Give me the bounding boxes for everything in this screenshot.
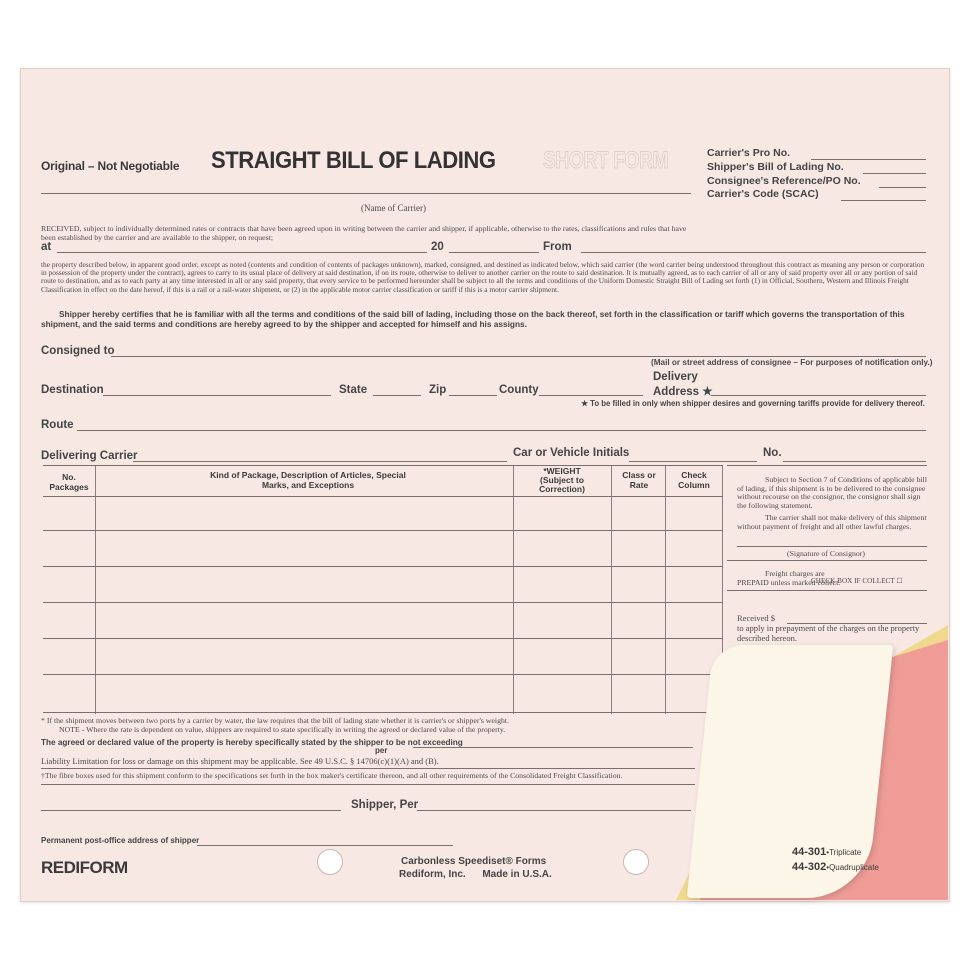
mail-address-note: (Mail or street address of consignee – For purposes of notification only.) [651, 358, 933, 367]
received-amount-label: Received $ [737, 613, 775, 623]
delivering-carrier-line[interactable] [133, 461, 507, 462]
consignor-signature-line[interactable] [737, 546, 927, 547]
received-from-label: From [543, 241, 572, 253]
shipper-per-label: Shipper, Per [351, 799, 419, 811]
name-of-carrier-caption: (Name of Carrier) [361, 203, 426, 213]
destination-label: Destination [41, 384, 104, 396]
carbonless-text: Carbonless Speediset® Forms [401, 856, 547, 867]
agreed-value-text: The agreed or declared value of the property is hereby specifically stated by the shipper to be not exceeding [41, 738, 463, 747]
consigned-to-label: Consigned to [41, 345, 115, 357]
route-label: Route [41, 419, 74, 431]
punch-hole-left [317, 849, 343, 875]
state-line[interactable] [373, 395, 421, 396]
carrier-code-label: Carrier's Code (SCAC) [707, 188, 819, 200]
consignee-ref-line[interactable] [879, 187, 926, 188]
check-box-collect[interactable]: CHECK BOX IF COLLECT ☐ [811, 577, 903, 585]
table-row[interactable] [43, 712, 723, 713]
shipper-bol-no-label: Shipper's Bill of Lading No. [707, 161, 844, 173]
permanent-address-label: Permanent post-office address of shipper [41, 836, 200, 845]
header-class-rate: Class or Rate [622, 470, 656, 490]
header-weight: *WEIGHT (Subject to Correction) [539, 466, 585, 494]
shipper-line[interactable] [41, 810, 341, 811]
table-row[interactable] [43, 674, 723, 675]
agreed-value-line[interactable] [413, 747, 693, 748]
carrier-name-line[interactable] [41, 193, 691, 194]
per-label: per [375, 746, 388, 755]
delivery-label: Delivery [653, 371, 698, 383]
delivery-address-line[interactable] [711, 395, 926, 396]
table-row[interactable] [43, 602, 723, 603]
zip-label: Zip [429, 384, 447, 396]
car-initials-label: Car or Vehicle Initials [513, 447, 630, 459]
permanent-address-line[interactable] [197, 845, 453, 846]
form-code-quadruplicate: 44-302•Quadruplicate [792, 861, 879, 873]
section7-text: Subject to Section 7 of Conditions of applicable bill of lading, if this shipment is to be delivered to the consignee without recourse on the consignor, the consignor shall sign the following statement. [737, 475, 927, 510]
short-form-ghost: SHORT FORM [543, 147, 669, 174]
county-line[interactable] [539, 395, 643, 396]
rediform-logo: REDIFORM [41, 858, 128, 877]
certification-paragraph: Shipper hereby certifies that he is familiar with all the terms and conditions of the said bill of lading, including those on the back thereof, set forth in the classification or tariff which governs the transportation of this shipment, and the said terms and conditions are hereby agreed to by the shipper and accepted for himself and his assigns. [41, 309, 905, 329]
received-year-label: 20 [431, 241, 444, 253]
shipper-per-line[interactable] [417, 810, 691, 811]
water-note: * If the shipment moves between two ports by a carrier by water, the law requires that the bill of lading state whether it is carrier's or shipper's weight. [41, 716, 510, 725]
table-row[interactable] [43, 638, 723, 639]
county-label: County [499, 384, 539, 396]
header-description: Kind of Package, Description of Articles, Special Marks, and Exceptions [210, 470, 406, 490]
received-text: RECEIVED, subject to individually determined rates or contracts that have been agreed upon in writing between the carrier and shipper, if applicable, otherwise to the rates, classifications and rules that have been established by the carrier and are available to the shipper, on request; [41, 224, 687, 242]
table-row[interactable] [43, 566, 723, 567]
prepayment-text: to apply in prepayment of the charges on the property described hereon. [737, 623, 920, 643]
destination-line[interactable] [103, 395, 331, 396]
consignee-ref-label: Consignee's Reference/PO No. [707, 175, 861, 187]
route-line[interactable] [77, 430, 926, 431]
received-at-line[interactable] [57, 252, 427, 253]
table-row[interactable] [43, 530, 723, 531]
fibre-boxes-text: †The fibre boxes used for this shipment conform to the specifications set forth in the box maker's certificate thereon, and all other requirements of the Consolidated Freight Classification. [41, 772, 623, 780]
state-label: State [339, 384, 368, 396]
delivering-carrier-label: Delivering Carrier [41, 450, 138, 462]
punch-hole-right [623, 849, 649, 875]
original-label: Original – Not Negotiable [41, 159, 180, 173]
signature-caption: (Signature of Consignor) [787, 549, 865, 558]
items-table [43, 465, 723, 714]
carrier-code-line[interactable] [841, 200, 926, 201]
consigned-to-line[interactable] [111, 356, 926, 357]
form-code-triplicate: 44-301•Triplicate [792, 846, 862, 858]
header-no-packages: No. Packages [49, 472, 89, 492]
value-note: NOTE - Where the rate is dependent on value, shippers are required to state specifically in writing the agreed or declared value of the property. [59, 725, 506, 734]
liability-text: Liability Limitation for loss or damage on this shipment may be applicable. See 49 U.S.C. § 14706(c)(1)(A) and (B). [41, 756, 439, 766]
rediform-inc-text: Rediform, Inc. Made in U.S.A. [399, 869, 552, 880]
received-at-label: at [41, 241, 52, 253]
received-year-line[interactable] [449, 252, 539, 253]
car-initials-line[interactable] [629, 461, 757, 462]
zip-line[interactable] [449, 395, 497, 396]
form-title: STRAIGHT BILL OF LADING [211, 147, 496, 174]
vehicle-no-line[interactable] [783, 461, 926, 462]
shipper-bol-no-line[interactable] [863, 173, 926, 174]
vehicle-no-label: No. [763, 447, 782, 459]
prepaid-text: Freight charges are PREPAID unless marked collect. [737, 569, 841, 587]
address-label: Address ★ [653, 386, 713, 398]
terms-paragraph: the property described below, in apparent good order, except as noted (contents and condition of contents of packages unknown), marked, consigned, and destined as indicated below, which said carrier (the word carrier being understood throughout this contract as meaning any person or corporation in possession of the property under the contract), agrees to carry to its usual place of delivery at said destination, if on its route, otherwise to deliver to another carrier on the route to said destination. It is mutually agreed, as to each carrier of all or any of said property over all or any portion of said route to destination, and as to each party at any time interested in all or any said property, that every service to be performed hereunder shall be subject to all the terms and conditions of the Uniform Domestic Straight Bill of Lading set forth (1) in Official, Southern, Western and Illinois Freight Classification in effect on the date hereof, if this is a rail or a rail-water shipment, or (2) in the applicable motor carrier classification or tariff if this is a motor carrier shipment. [41, 260, 925, 294]
carrier-pro-no-line[interactable] [811, 159, 926, 160]
carrier-pro-no-label: Carrier's Pro No. [707, 147, 791, 159]
delivery-note: ★ To be filled in only when shipper desires and governing tariffs provide for delivery thereof. [581, 399, 925, 408]
header-check-column: Check Column [678, 470, 710, 490]
carrier-shall-text: The carrier shall not make delivery of this shipment without payment of freight and all other lawful charges. [737, 513, 927, 531]
received-from-line[interactable] [581, 252, 926, 253]
